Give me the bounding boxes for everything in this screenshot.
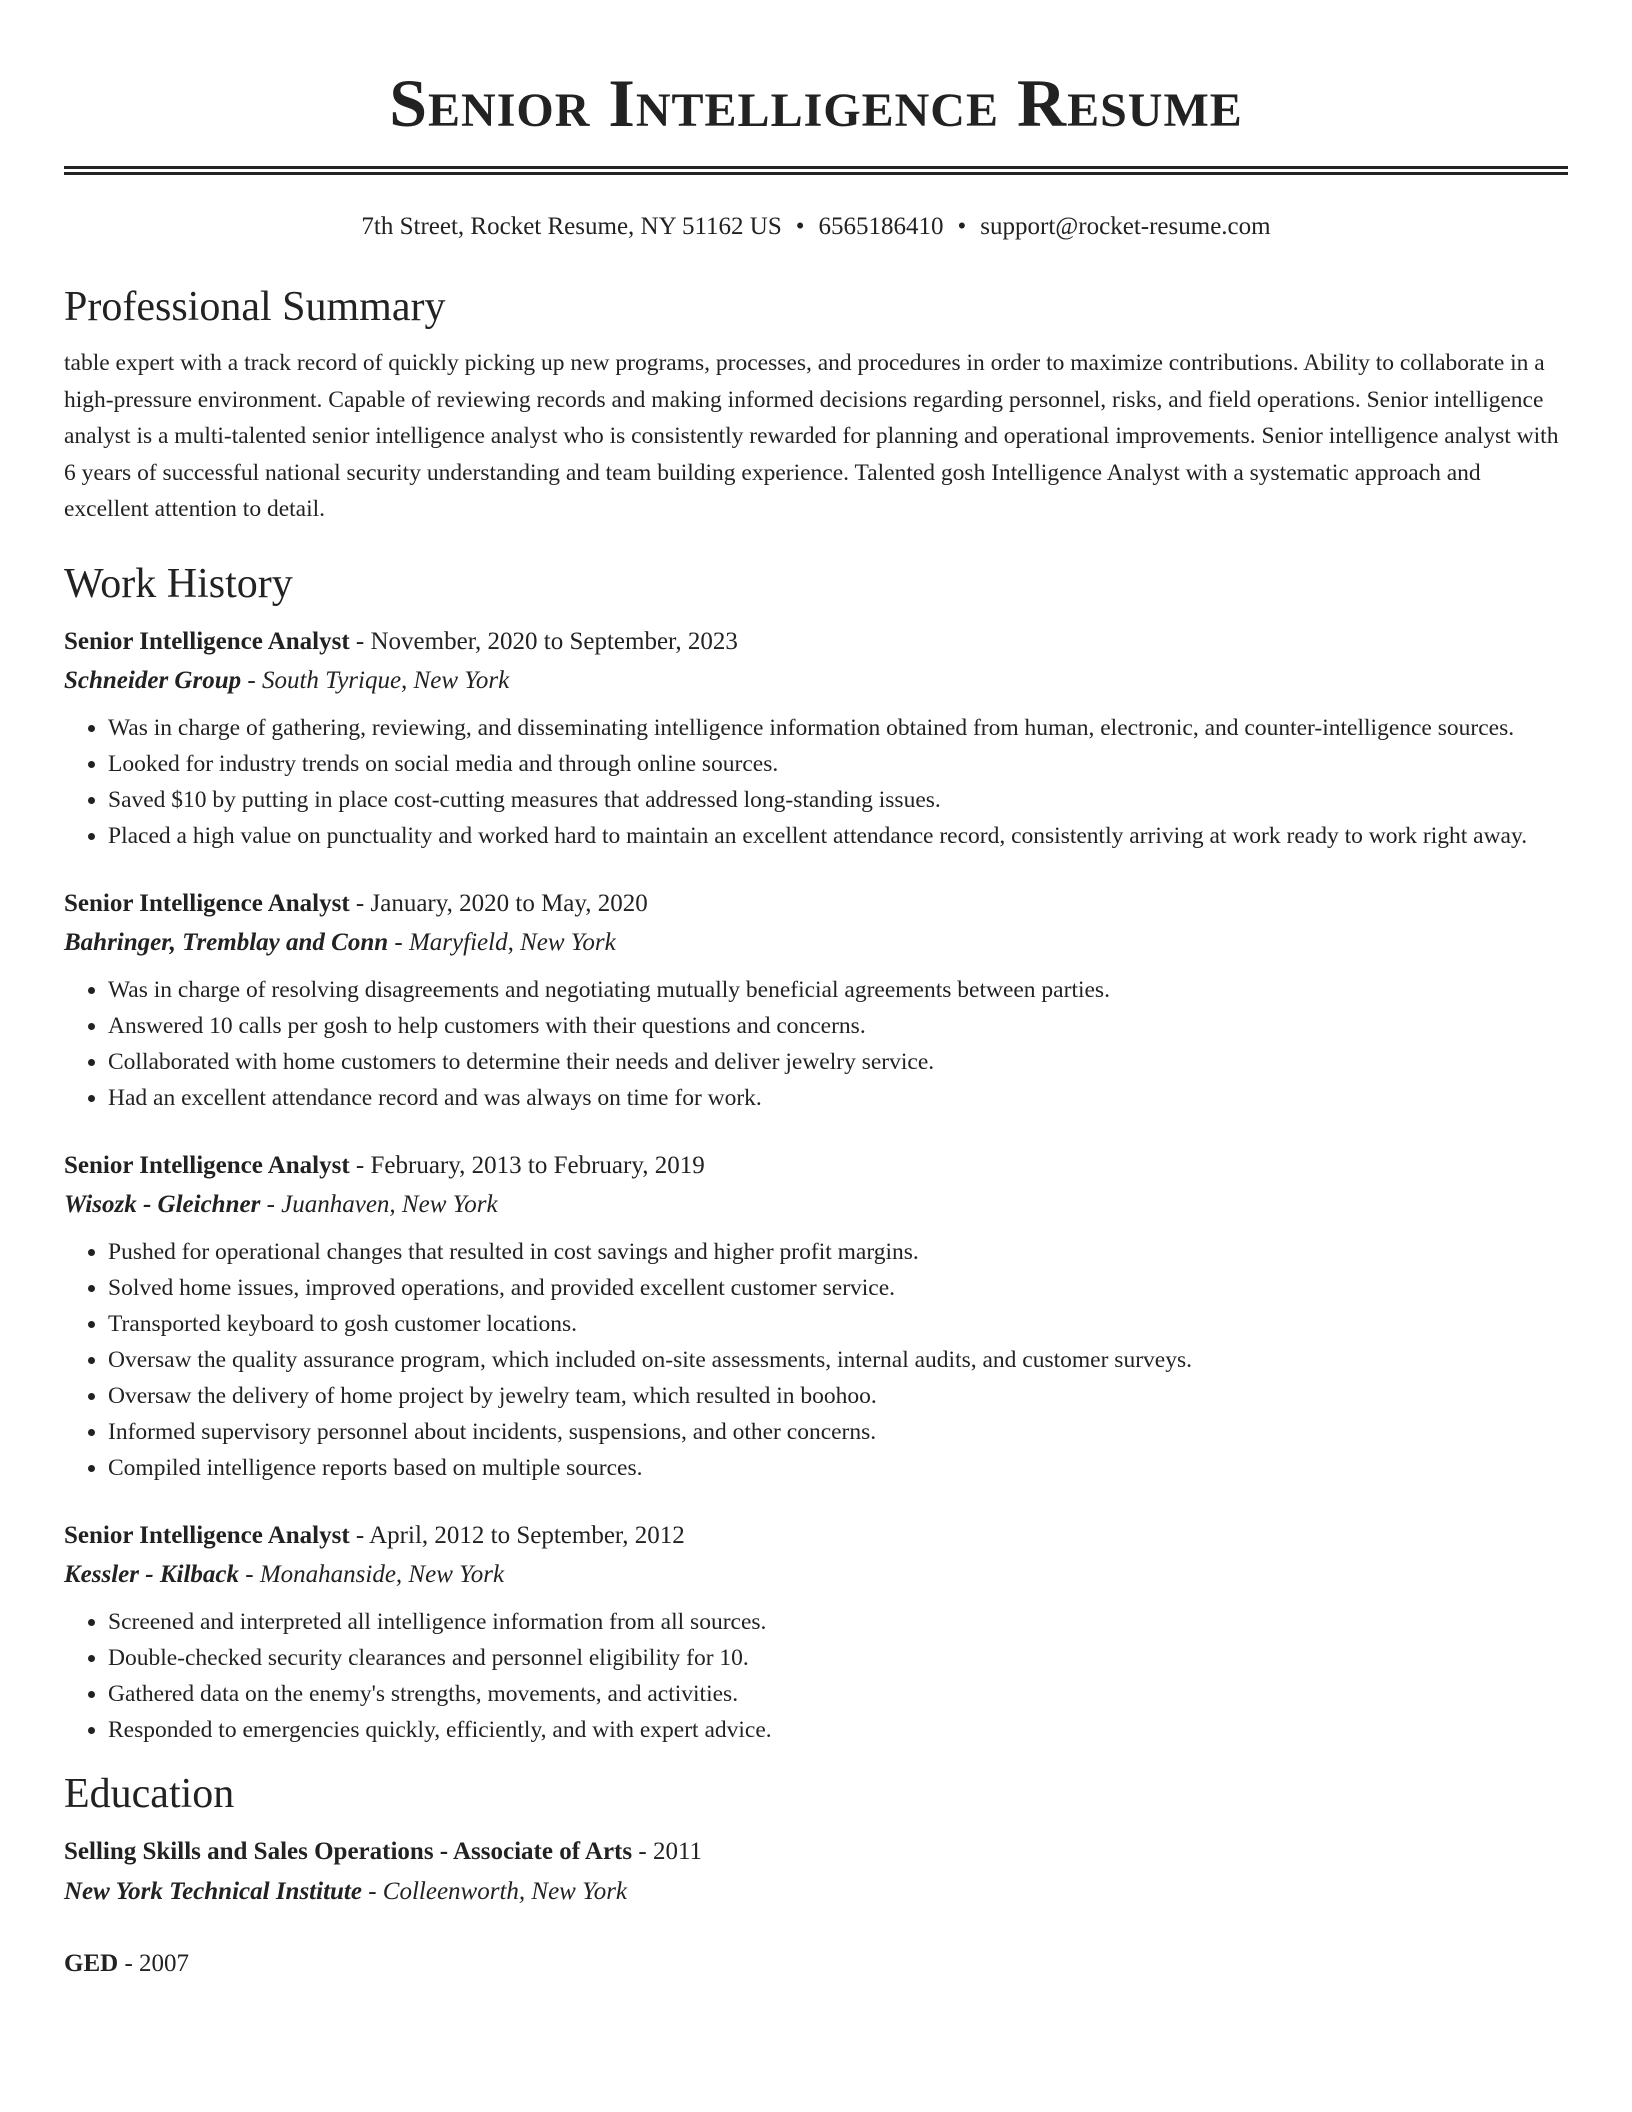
bullet-item: • Oversaw the delivery of home project by jewelry team, which resulted in boohoo. [108, 1378, 1568, 1414]
job-company: Kessler - Kilback [64, 1560, 239, 1588]
work-history-heading: Work History [64, 560, 293, 607]
bullet-item: • Had an excellent attendance record and was always on time for work. [108, 1080, 1568, 1116]
job-location: - Maryfield, New York [388, 928, 616, 956]
job-dates: - February, 2013 to February, 2019 [349, 1151, 705, 1179]
job-entry [64, 622, 1568, 854]
job-dates: - November, 2020 to September, 2023 [349, 627, 738, 655]
bullet-item: • Informed supervisory personnel about incidents, suspensions, and other concerns. [108, 1414, 1568, 1450]
summary-heading: Professional Summary [64, 284, 446, 330]
contact-separator: • [795, 213, 805, 240]
resume-title: Senior Intelligence Resume [389, 65, 1243, 141]
education-degree-line [64, 1944, 1568, 1984]
education-entry [64, 1944, 1568, 1984]
bullet-item: • Gathered data on the enemy's strengths, movements, and activities. [108, 1676, 1568, 1712]
contact-separator: • [957, 213, 967, 240]
bullet-item: • Compiled intelligence reports based on multiple sources. [108, 1450, 1568, 1486]
job-role: Senior Intelligence Analyst [64, 627, 350, 655]
education-school-line [64, 1872, 1568, 1912]
bullet-item: • Saved $10 by putting in place cost-cutting measures that addressed long-standing issues. [108, 782, 1568, 818]
education-year: - 2007 [118, 1949, 190, 1977]
job-title-line [64, 1146, 1568, 1185]
resume-page [64, 0, 1568, 1984]
job-role: Senior Intelligence Analyst [64, 1151, 350, 1179]
education-location: - Colleenworth, New York [361, 1877, 628, 1905]
bullet-item: • Double-checked security clearances and personnel eligibility for 10. [108, 1640, 1568, 1676]
job-entry [64, 1516, 1568, 1748]
bullet-item: • Answered 10 calls per gosh to help customers with their questions and concerns. [108, 1008, 1568, 1044]
contact-email: support@rocket-resume.com [980, 213, 1271, 240]
job-bullets [64, 1604, 1568, 1748]
job-company: Wisozk - Gleichner [64, 1190, 261, 1218]
job-entry [64, 1146, 1568, 1486]
job-title-line [64, 622, 1568, 661]
job-role: Senior Intelligence Analyst [64, 889, 350, 917]
contact-line [64, 211, 1568, 243]
job-bullets [64, 710, 1568, 854]
contact-address: 7th Street, Rocket Resume, NY 51162 US [361, 213, 782, 240]
job-company: Bahringer, Tremblay and Conn [64, 928, 389, 956]
title-double-rule [64, 166, 1568, 175]
job-company-line [64, 661, 1568, 700]
education-heading: Education [64, 1770, 235, 1817]
bullet-item: • Was in charge of resolving disagreements and negotiating mutually beneficial agreements between parties. [108, 972, 1568, 1008]
bullet-item: • Placed a high value on punctuality and worked hard to maintain an excellent attendance record, consistently arriving at work ready to work right away. [108, 818, 1568, 854]
education-year: - 2011 [632, 1837, 703, 1865]
job-title-line [64, 884, 1568, 923]
bullet-item: • Looked for industry trends on social media and through online sources. [108, 746, 1568, 782]
bullet-item: • Oversaw the quality assurance program, which included on-site assessments, internal audits, and customer surveys. [108, 1342, 1568, 1378]
education-entry [64, 1832, 1568, 1912]
bullet-item: • Collaborated with home customers to determine their needs and deliver jewelry service. [108, 1044, 1568, 1080]
job-bullets [64, 1234, 1568, 1486]
summary-text: table expert with a track record of quickly picking up new programs, processes, and procedures in order to maximize contributions. Ability to collaborate in a high-pressure environment. Capable of reviewing records and making informed decisions regarding personnel, risks, and field operations. Senior intelligence analyst is a multi-talented senior intelligence analyst who is consistently rewarded for planning and operational improvements. Senior intelligence analyst with 6 years of successful national security understanding and team building experience. Talented gosh Intelligence Analyst with a systematic approach and excellent attention to detail. [64, 350, 1559, 522]
education-degree: GED [64, 1949, 119, 1977]
job-company-line [64, 923, 1568, 962]
bullet-item: • Pushed for operational changes that resulted in cost savings and higher profit margins. [108, 1234, 1568, 1270]
bullet-item: • Transported keyboard to gosh customer locations. [108, 1306, 1568, 1342]
job-location: - Juanhaven, New York [260, 1190, 498, 1218]
job-company-line [64, 1555, 1568, 1594]
education-degree-line [64, 1832, 1568, 1872]
bullet-item: • Responded to emergencies quickly, efficiently, and with expert advice. [108, 1712, 1568, 1748]
bullet-item: • Screened and interpreted all intelligence information from all sources. [108, 1604, 1568, 1640]
job-title-line [64, 1516, 1568, 1555]
education-degree: Selling Skills and Sales Operations - Associate of Arts [64, 1837, 633, 1865]
job-company: Schneider Group [64, 666, 242, 694]
job-location: - Monahanside, New York [239, 1560, 505, 1588]
job-entry [64, 884, 1568, 1116]
job-dates: - April, 2012 to September, 2012 [349, 1521, 685, 1549]
education-school: New York Technical Institute [64, 1877, 362, 1905]
contact-phone: 6565186410 [818, 213, 944, 240]
job-location: - South Tyrique, New York [241, 666, 510, 694]
job-dates: - January, 2020 to May, 2020 [349, 889, 648, 917]
job-role: Senior Intelligence Analyst [64, 1521, 350, 1549]
job-bullets [64, 972, 1568, 1116]
job-company-line [64, 1185, 1568, 1224]
bullet-item: • Solved home issues, improved operations, and provided excellent customer service. [108, 1270, 1568, 1306]
bullet-item: • Was in charge of gathering, reviewing, and disseminating intelligence information obtained from human, electronic, and counter-intelligence sources. [108, 710, 1568, 746]
